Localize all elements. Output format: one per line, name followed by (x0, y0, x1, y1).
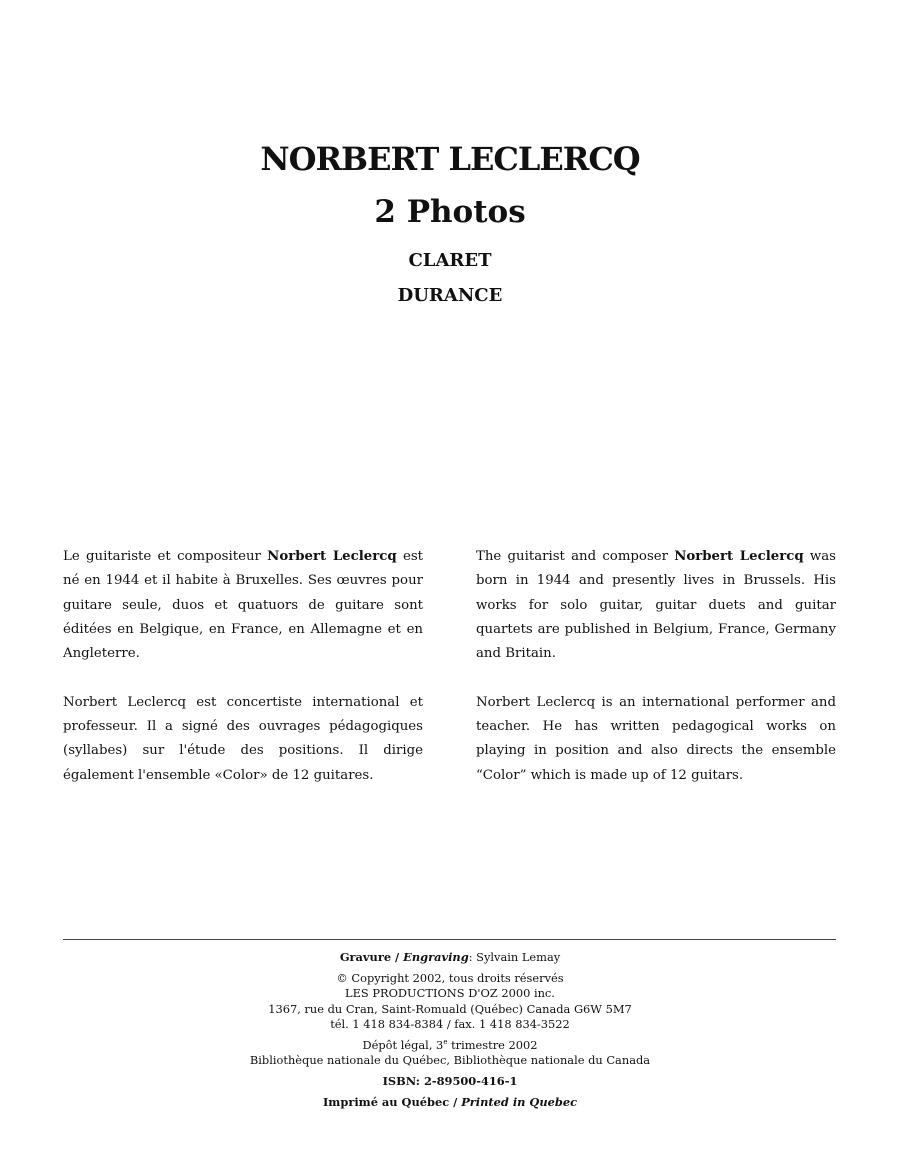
bio-fr-text: est né en 1944 et il habite à Bruxelles. Ses œuvres pour guitare seule, duos et quatuors de guitare sont éditées en Belgique, en France, en Allemagne et en Angleterre. (63, 549, 423, 662)
credits-block (0, 950, 900, 1111)
publisher-address: 1367, rue du Cran, Saint-Romuald (Québec) Canada G6W 5M7 (268, 1001, 632, 1016)
bio-en-composer-name: Norbert Leclercq (674, 549, 804, 564)
composer-name: NORBERT LECLERCQ (260, 140, 640, 178)
piece-title-claret: CLARET (408, 250, 492, 271)
libraries-line: Bibliothèque nationale du Québec, Bibliothèque nationale du Canada (249, 1053, 651, 1067)
biography-english (476, 545, 836, 812)
engraver-name: : Sylvain Lemay (468, 950, 561, 964)
legal-deposit-suffix: trimestre 2002 (447, 1037, 538, 1052)
bio-fr-paragraph-2: Norbert Leclercq est concertiste international et professeur. Il a signé des ouvrages pédagogiques (syllabes) sur l'étude des positions. Il dirige également l'ensemble «Color» de 12 guitares. (63, 694, 423, 783)
isbn: ISBN: 2-89500-416-1 (382, 1073, 518, 1088)
divider (63, 939, 836, 940)
legal-deposit-sup: e (443, 1037, 448, 1046)
bio-en-paragraph-2: Norbert Leclercq is an international performer and teacher. He has written pedagogical works on playing in position and also directs the ensemble “Color” which is made up of 12 guitars. (476, 694, 836, 783)
bio-fr-paragraph-1 (63, 545, 423, 666)
bio-en-text: was born in 1944 and presently lives in Brussels. His works for solo guitar, guitar duets and guitar quartets are published in Belgium, France, Germany and Britain. (476, 549, 836, 662)
bio-fr-intro: Le guitariste et compositeur (63, 549, 261, 564)
printed-slash: / (449, 1095, 462, 1109)
printed-in (0, 1095, 900, 1111)
legal-deposit-prefix: Dépôt légal, 3 (362, 1037, 444, 1052)
printed-en: Printed in Quebec (461, 1095, 578, 1109)
printed-fr: Imprimé au Québec (322, 1095, 450, 1109)
engraving-label-en: Engraving (403, 950, 469, 964)
bio-fr-composer-name: Norbert Leclercq (267, 549, 397, 564)
engraving-credit (0, 950, 900, 966)
bio-en-intro: The guitarist and composer (476, 549, 668, 564)
engraving-label-fr: Gravure (339, 950, 392, 964)
biography-french (63, 545, 423, 812)
legal-deposit (0, 1038, 900, 1054)
engraving-slash: / (391, 950, 404, 964)
copyright-line: © Copyright 2002, tous droits réservés (336, 970, 564, 985)
piece-title-durance: DURANCE (397, 285, 503, 306)
work-title: 2 Photos (374, 194, 526, 230)
bio-en-paragraph-1 (476, 545, 836, 666)
publisher-name: LES PRODUCTIONS D'OZ 2000 inc. (345, 986, 555, 1000)
publisher-phone: tél. 1 418 834-8384 / fax. 1 418 834-3522 (330, 1017, 570, 1031)
